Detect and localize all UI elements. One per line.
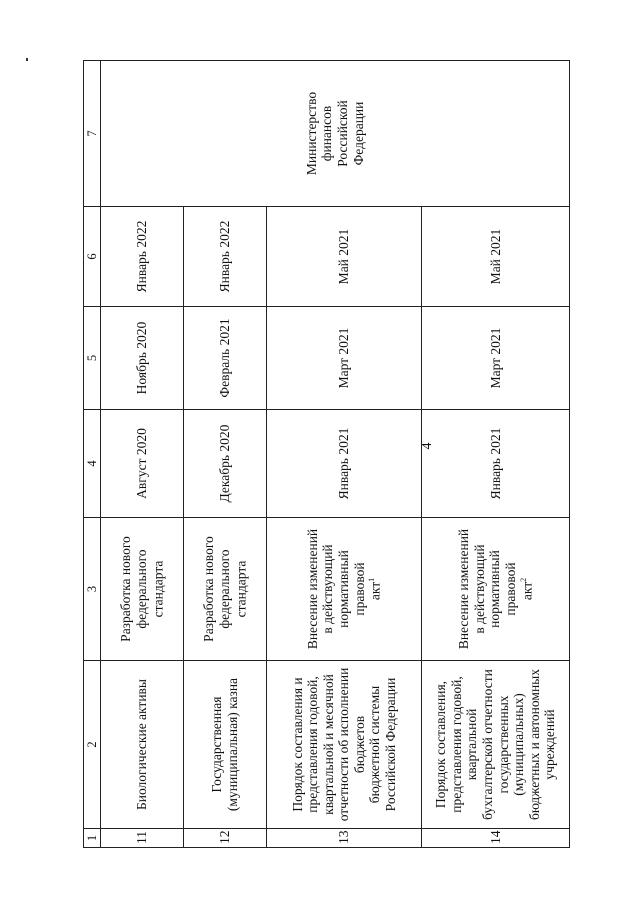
row-number: 14 (422, 829, 570, 848)
row-name: Порядок составления и представления годовой, квартальной и месячной отчетности об исполнении бюджетов бюджетной системы Российской Федерации (267, 661, 422, 829)
header-cell: 1 (84, 829, 101, 848)
row-action (101, 518, 184, 661)
footnote-mark: 1 (367, 577, 377, 582)
responsible-cell: Министерство финансов Российской Федерации (101, 61, 570, 207)
scan-mark (26, 58, 28, 61)
row-date-end: Май 2021 (422, 207, 570, 307)
action-text: Внесение изменений в действующий нормативный правовой акт (304, 528, 383, 650)
row-number: 13 (267, 829, 422, 848)
header-row (84, 61, 101, 848)
rotated-table-container (83, 61, 568, 848)
action-text: Разработка нового федерального стандарта (118, 536, 165, 642)
header-cell: 4 (84, 410, 101, 518)
header-cell: 5 (84, 307, 101, 410)
row-action (184, 518, 267, 661)
row-date-start: Январь 2021 (267, 410, 422, 518)
row-date-start: Январь 2021 (422, 410, 570, 518)
row-name: Порядок составления, представления годовой, квартальной бухгалтерской отчетности государственных (муниципальных) бюджетных и автономных учреждений (422, 661, 570, 829)
row-date-start: Август 2020 (101, 410, 184, 518)
action-text: Внесение изменений в действующий нормативный правовой акт (456, 528, 535, 650)
header-cell: 3 (84, 518, 101, 661)
row-action (422, 518, 570, 661)
row-date-mid: Март 2021 (267, 307, 422, 410)
row-date-mid: Ноябрь 2020 (101, 307, 184, 410)
schedule-table (83, 60, 570, 848)
row-number: 11 (101, 829, 184, 848)
page-number: 4 (420, 442, 435, 450)
header-cell: 2 (84, 661, 101, 829)
header-cell: 6 (84, 207, 101, 307)
row-name: Государственная (муниципальная) казна (184, 661, 267, 829)
row-name: Биологические активы (101, 661, 184, 829)
table-row (101, 61, 184, 848)
row-date-end: Январь 2022 (184, 207, 267, 307)
row-date-end: Январь 2022 (101, 207, 184, 307)
header-cell: 7 (84, 61, 101, 207)
row-action (267, 518, 422, 661)
row-date-mid: Март 2021 (422, 307, 570, 410)
row-number: 12 (184, 829, 267, 848)
action-text: Разработка нового федерального стандарта (201, 536, 248, 642)
row-date-end: Май 2021 (267, 207, 422, 307)
footnote-mark: 2 (518, 577, 528, 582)
row-date-mid: Февраль 2021 (184, 307, 267, 410)
row-date-start: Декабрь 2020 (184, 410, 267, 518)
